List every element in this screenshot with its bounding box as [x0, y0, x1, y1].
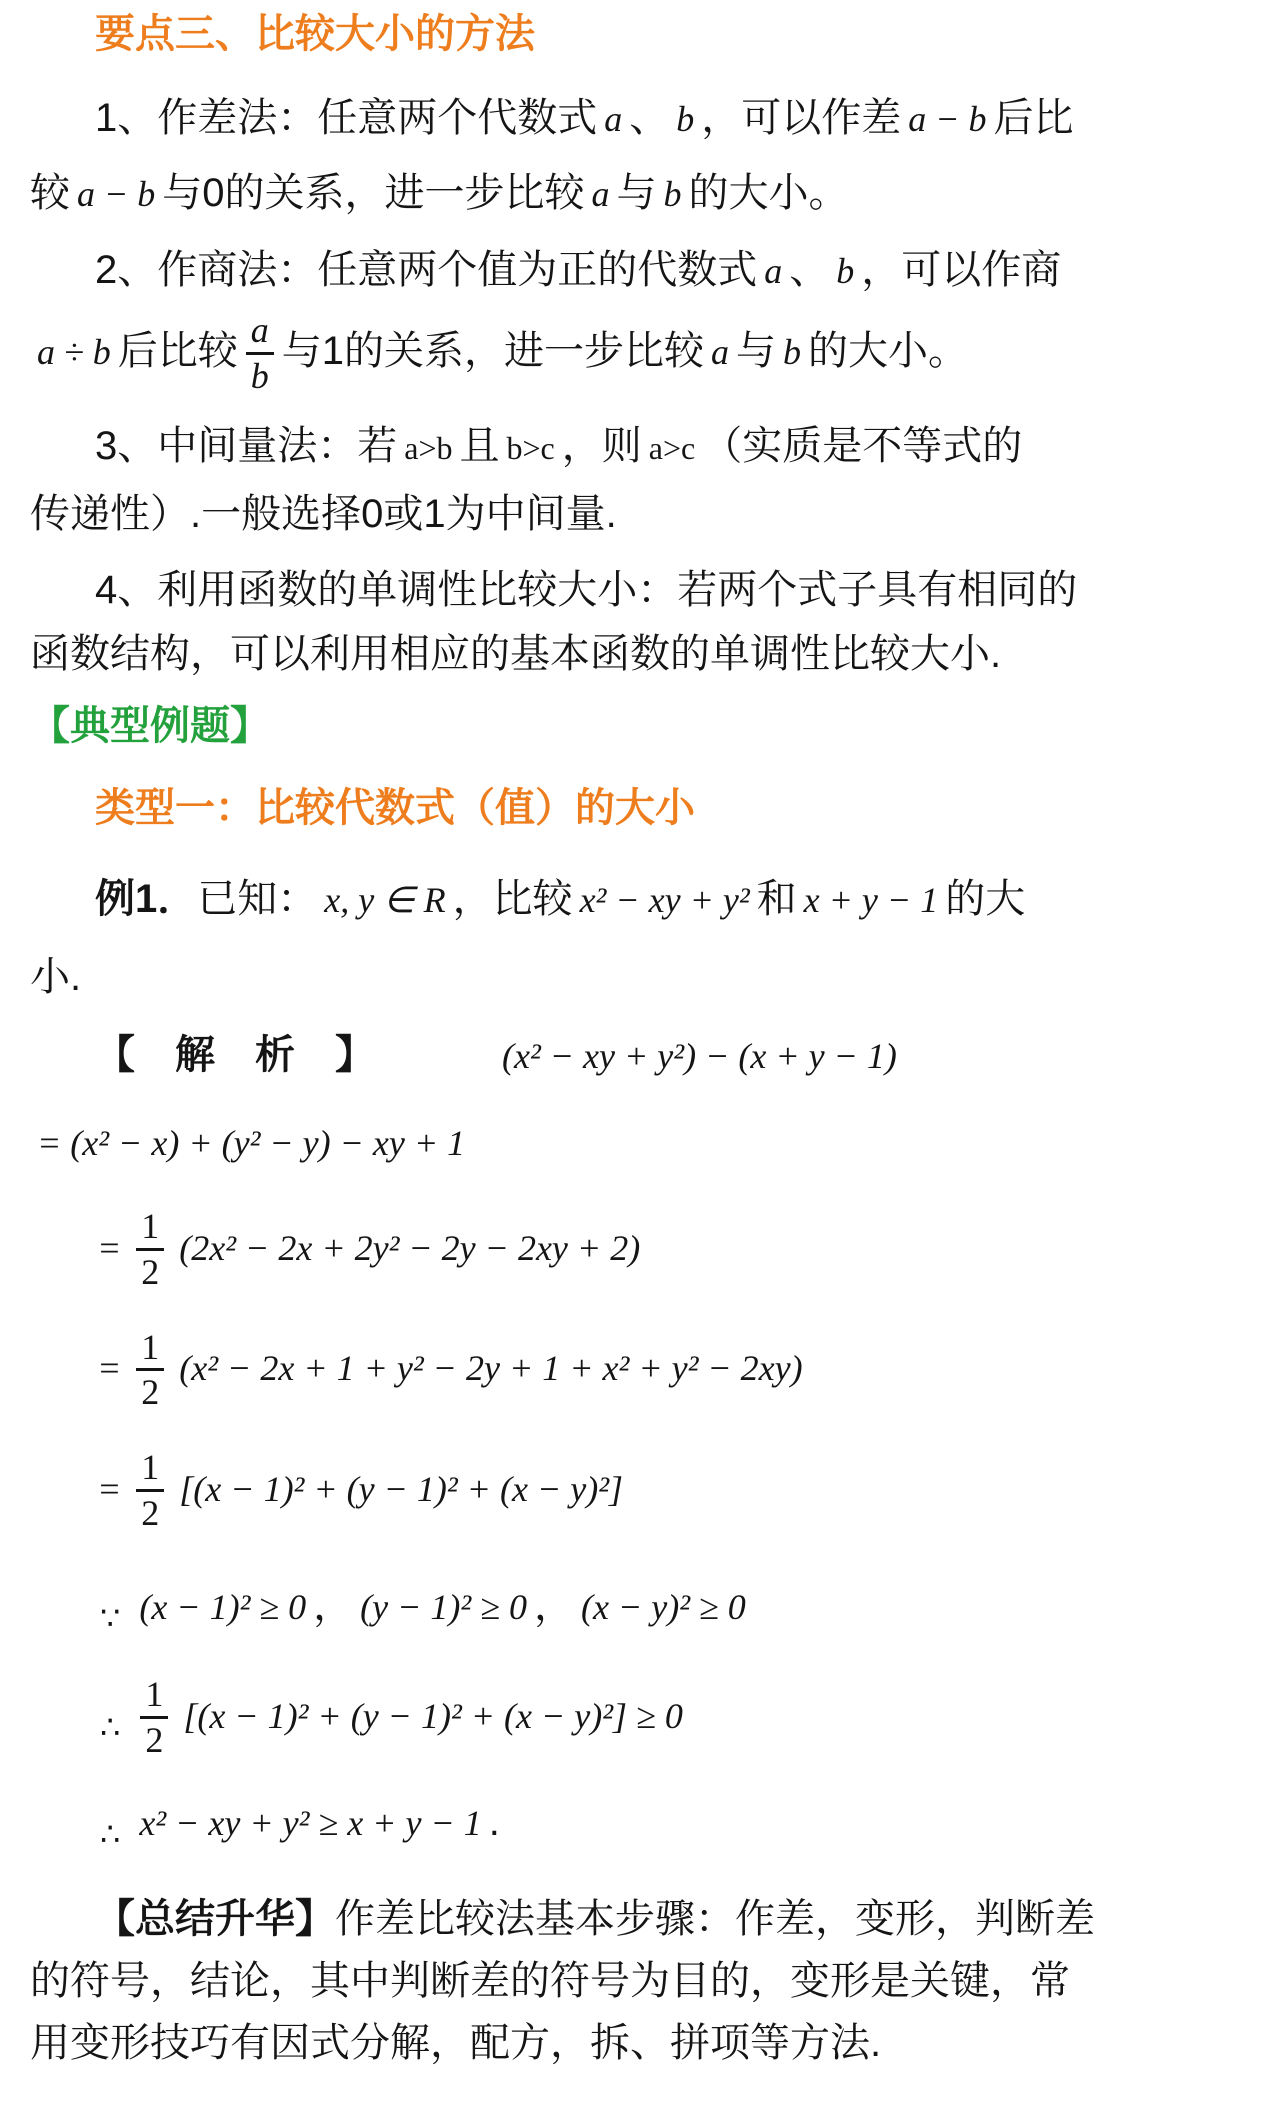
- math-expression: =: [97, 1469, 122, 1510]
- method-3-intermediate-line-1: [30, 416, 1252, 478]
- math-expression: a>c: [648, 429, 696, 466]
- solution-step-expand: [30, 1112, 1252, 1173]
- math-expression: b: [783, 331, 802, 372]
- math-expression: a − b: [77, 174, 156, 214]
- text-run: 较: [30, 171, 70, 215]
- method-3-intermediate-line-2: [30, 484, 1252, 544]
- math-expression: a ÷ b: [37, 331, 111, 372]
- math-expression: =: [97, 1227, 122, 1268]
- math-expression: b: [663, 174, 682, 214]
- text-run: 3、中间量法：若: [95, 423, 398, 468]
- math-expression: (y − 1)² ≥ 0: [360, 1587, 527, 1627]
- text-run: ，: [313, 1584, 354, 1628]
- method-2-quotient-line-2: [30, 311, 1252, 396]
- fraction: $\frac{a}{b}$: [238, 311, 282, 396]
- text-run: 与: [616, 171, 657, 215]
- text-run: 与0的关系，进一步比较: [162, 171, 585, 215]
- math-expression: b: [676, 99, 695, 139]
- summary-line-2: [30, 1950, 1252, 2012]
- text-run: 、: [629, 96, 670, 140]
- text-run: 4、利用函数的单调性比较大小：若两个式子具有相同的: [95, 567, 1078, 612]
- text-run: ∴: [100, 1707, 121, 1746]
- math-expression: a: [764, 251, 783, 291]
- text-run: 作差比较法基本步骤：作差，变形，判断差: [335, 1896, 1095, 1941]
- fraction: $\frac{1}{2}$: [128, 1448, 172, 1533]
- solution-step-half-times-2: [90, 1207, 1252, 1292]
- math-expression: (x − y)² ≥ 0: [580, 1587, 746, 1627]
- heading-typical-examples: 【典型例题】: [30, 703, 270, 748]
- solution-therefore-line-1: [100, 1675, 1252, 1760]
- text-run: 【总结升华】: [95, 1896, 335, 1941]
- text-run: ∴: [100, 1814, 121, 1853]
- text-run: 例1．: [95, 876, 198, 921]
- example-1-statement-line-1: [30, 866, 1252, 933]
- text-run: ∵: [100, 1599, 121, 1637]
- math-expression: (x − 1)² ≥ 0: [139, 1587, 307, 1627]
- text-run: 函数结构，可以利用相应的基本函数的单调性比较大小.: [30, 631, 1002, 676]
- text-run: 、: [789, 248, 830, 292]
- summary-line-1: [30, 1888, 1252, 1950]
- text-run: 2、作商法：任意两个值为正的代数式: [95, 248, 758, 292]
- math-expression: a: [711, 331, 730, 372]
- math-expression: (2x² − 2x + 2y² − 2y − 2xy + 2): [179, 1227, 641, 1268]
- text-run: 的大小。: [808, 328, 969, 373]
- math-expression: =: [97, 1348, 122, 1389]
- fraction: $\frac{1}{2}$: [128, 1207, 172, 1292]
- text-run: 的大: [945, 876, 1026, 921]
- math-expression: b>c: [506, 429, 555, 466]
- math-expression: a − b: [908, 99, 987, 139]
- math-expression: x² − xy + y² ≥ x + y − 1: [139, 1802, 482, 1843]
- math-expression: [(x − 1)² + (y − 1)² + (x − y)²]: [179, 1469, 624, 1510]
- math-expression: a: [604, 99, 623, 139]
- text-run: ，: [533, 1584, 574, 1628]
- text-run: 后比较: [117, 328, 238, 373]
- math-expression: x + y − 1: [803, 879, 939, 920]
- heading-type-1: 类型一：比较代数式（值）的大小: [95, 785, 695, 830]
- text-run: 与: [736, 328, 777, 373]
- text-run: 【 解 析 】: [95, 1032, 375, 1077]
- text-run: 和: [756, 876, 797, 921]
- text-run: 已知：: [197, 876, 318, 921]
- math-expression: x, y ∈ R: [324, 879, 446, 920]
- text-run: （实质是不等式的: [702, 423, 1023, 468]
- text-run: ，比较: [452, 876, 573, 921]
- math-expression: (x² − 2x + 1 + y² − 2y + 1 + x² + y² − 2xy): [179, 1348, 803, 1389]
- fraction: $\frac{1}{2}$: [132, 1675, 176, 1760]
- solution-step-complete-squares: [90, 1328, 1252, 1413]
- math-expression: = (x² − x) + (y² − y) − xy + 1: [37, 1122, 466, 1163]
- summary-line-3: [30, 2012, 1252, 2074]
- text-run: .: [488, 1799, 500, 1844]
- fraction: $\frac{1}{2}$: [128, 1328, 172, 1413]
- method-4-monotonicity-line-2: [30, 624, 1252, 684]
- text-run: ，则: [561, 423, 642, 468]
- method-1-difference-line-2: [30, 163, 1252, 224]
- example-1-statement-line-2: [30, 947, 1252, 1007]
- solution-because-line: [100, 1573, 1252, 1651]
- text-run: 用变形技巧有因式分解，配方，拆、拼项等方法.: [30, 2020, 882, 2065]
- section-heading-key-point-3: 要点三、比较大小的方法: [95, 12, 535, 56]
- solution-therefore-line-2: [100, 1790, 1252, 1866]
- text-run: ，可以作商: [861, 248, 1062, 292]
- text-run: ，可以作差: [701, 96, 902, 140]
- text-run: 1、作差法：任意两个代数式: [95, 96, 598, 140]
- text-run: 与1的关系，进一步比较: [281, 328, 705, 373]
- math-expression: x² − xy + y²: [579, 879, 750, 920]
- text-run: 后比: [993, 96, 1074, 140]
- text-run: 且: [459, 423, 500, 468]
- text-run: 的符号，结论，其中判断差的符号为目的，变形是关键，常: [30, 1958, 1070, 2003]
- text-run: 传递性）.一般选择0或1为中间量.: [30, 491, 617, 536]
- solution-step-sum-of-squares: [90, 1448, 1252, 1533]
- math-expression: [(x − 1)² + (y − 1)² + (x − y)²] ≥ 0: [183, 1695, 683, 1736]
- text-run: 的大小。: [688, 171, 849, 215]
- method-1-difference-line-1: [30, 88, 1252, 149]
- math-expression: b: [836, 251, 855, 291]
- math-expression: a>b: [404, 429, 453, 466]
- text-run: 小.: [30, 954, 82, 999]
- math-expression: a: [591, 174, 610, 214]
- math-expression: (x² − xy + y²) − (x + y − 1): [502, 1035, 897, 1076]
- method-2-quotient-line-1: [30, 240, 1252, 301]
- analysis-label-line: [30, 1023, 1252, 1088]
- method-4-monotonicity-line-1: [30, 560, 1252, 620]
